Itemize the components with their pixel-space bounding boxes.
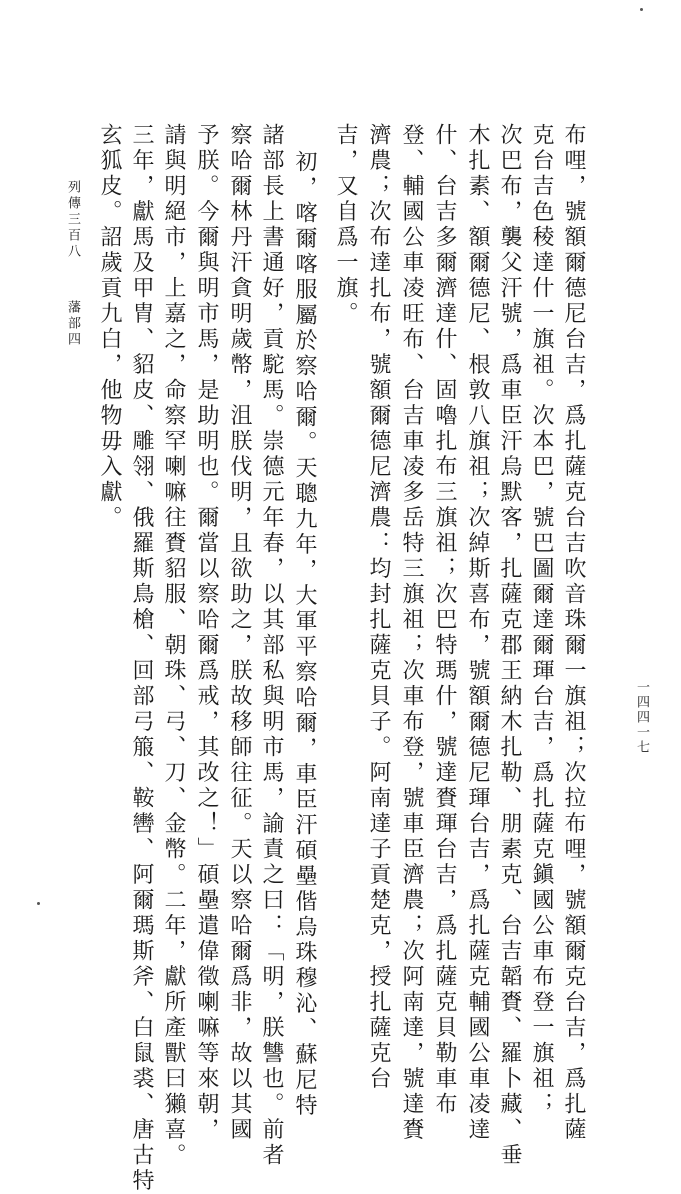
text-column-8: 吉，又自爲一旗。	[333, 123, 358, 327]
text-column-3: 次巴布，襲父汗號，爲車臣汗烏默客，扎薩克郡王納木扎勒、朋素克、台吉韜賚、羅卜藏、垂	[497, 123, 522, 1169]
text-column-7: 濟農；次布達扎布，號額爾德尼濟農：均封扎薩克貝子。阿南達子貢楚克，授扎薩克台	[366, 123, 391, 1092]
volume-title: 列傳三百八	[65, 180, 80, 260]
text-column-11: 察哈爾林丹汗貪明歲幣，沮朕伐明，且欲助之，朕故移師往征。天以察哈爾爲非，故以其國	[227, 123, 252, 1143]
text-column-5: 什、台吉多爾濟達什、固嚕扎布三旗祖；次巴特瑪什，號達賚琿台吉，爲扎薩克貝勒車布	[432, 123, 457, 1118]
text-column-15: 玄狐皮。詔歲貢九白，他物毋入獻。	[97, 123, 122, 531]
text-column-4: 木扎素、額爾德尼、根敦八旗祖；次綽斯喜布，號額爾德尼琿台吉，爲扎薩克輔國公車凌達	[465, 123, 490, 1143]
margin-header	[63, 180, 82, 940]
scan-speck	[640, 8, 643, 11]
text-column-10: 諸部長上書通好，貢駝馬。崇德元年春，以其部私與明市馬，諭責之曰：「明，朕讐也。前者	[259, 123, 284, 1169]
text-column-2: 克台吉色稜達什一旗祖。次本巴，號巴圖爾達爾琿台吉，爲扎薩克鎭國公車布登一旗祖；	[529, 123, 554, 1118]
paragraph-2-start: 初，喀爾喀服屬於察哈爾。天聰九年，大軍平察哈爾，車臣汗碩壘偕烏珠穆沁、蘇尼特	[292, 150, 317, 1119]
scan-speck	[37, 902, 40, 905]
section-title: 藩部四	[65, 300, 80, 348]
text-column-12: 予朕。今爾與明市馬，是助明也。爾當以察哈爾爲戒，其改之！」碩壘遣偉徵喇嘛等來朝，	[194, 123, 219, 1143]
text-column-1: 布哩，號額爾德尼台吉，爲扎薩克台吉吹音珠爾一旗祖；次拉布哩，號額爾克台吉，爲扎薩	[561, 123, 586, 1143]
page-number: 一四四一七	[634, 680, 649, 755]
text-column-6: 登、輔國公車凌旺布、台吉車凌多岳特三旗祖；次車布登，號車臣濟農；次阿南達，號達賚	[399, 123, 424, 1143]
text-column-13: 請與明絕市，上嘉之，命察罕喇嘛往賚貂服、朝珠、弓、刀、金幣。二年，獻所產獸曰獺喜。	[161, 123, 186, 1169]
text-column-14: 三年，獻馬及甲胄、貂皮、雕翎、俄羅斯鳥槍、回部弓箙、鞍轡、阿爾瑪斯斧、白鼠裘、唐古特	[129, 123, 154, 1194]
